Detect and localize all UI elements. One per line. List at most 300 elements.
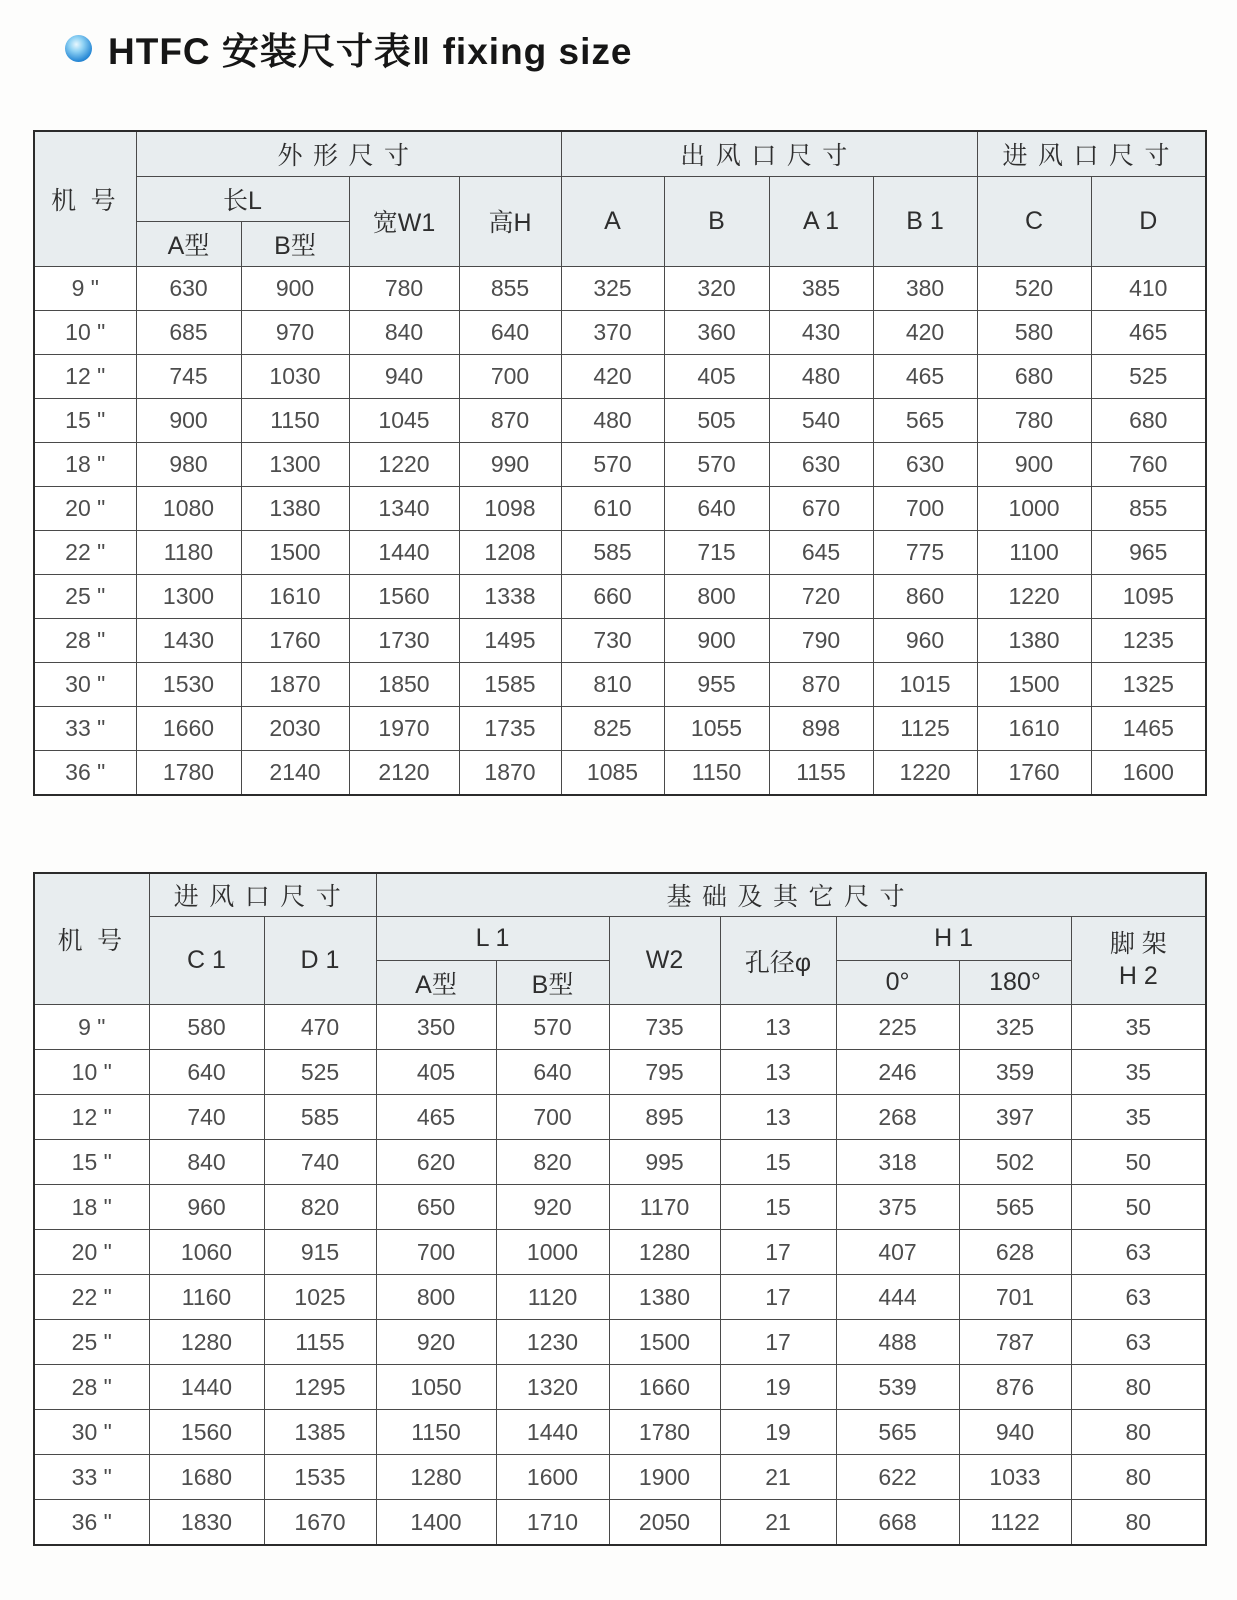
value-cell: 668 [836,1500,959,1546]
value-cell: 488 [836,1320,959,1365]
col-header-c: C [977,176,1091,266]
machine-no-cell: 15 " [34,398,136,442]
value-cell: 444 [836,1275,959,1320]
col-header-foot-stand-h2 [1071,917,1206,1005]
table-row [34,530,1206,574]
value-cell: 565 [873,398,977,442]
machine-no-cell: 20 " [34,486,136,530]
machine-no-cell: 9 " [34,266,136,310]
value-cell: 430 [769,310,873,354]
value-cell: 1100 [977,530,1091,574]
value-cell: 1055 [664,706,769,750]
value-cell: 1340 [349,486,459,530]
col-header-b-type: B型 [496,961,609,1005]
value-cell: 775 [873,530,977,574]
value-cell: 940 [959,1410,1071,1455]
table-row [34,1500,1206,1546]
value-cell: 2030 [241,706,349,750]
value-cell: 795 [609,1050,720,1095]
value-cell: 1120 [496,1275,609,1320]
value-cell: 1970 [349,706,459,750]
machine-no-cell: 12 " [34,1095,149,1140]
value-cell: 960 [149,1185,264,1230]
machine-no-cell: 36 " [34,1500,149,1546]
machine-no-cell: 9 " [34,1005,149,1050]
value-cell: 660 [561,574,664,618]
col-header-l1: L 1 [376,917,609,961]
value-cell: 1050 [376,1365,496,1410]
value-cell: 640 [496,1050,609,1095]
table-row [34,1320,1206,1365]
machine-no-cell: 10 " [34,310,136,354]
value-cell: 670 [769,486,873,530]
value-cell: 1385 [264,1410,376,1455]
value-cell: 622 [836,1455,959,1500]
page-title-text: HTFC 安装尺寸表‖ fixing size [108,31,633,72]
value-cell: 870 [459,398,561,442]
value-cell: 980 [136,442,241,486]
value-cell: 370 [561,310,664,354]
value-cell: 920 [496,1185,609,1230]
machine-no-cell: 18 " [34,442,136,486]
value-cell: 640 [149,1050,264,1095]
value-cell: 680 [1091,398,1206,442]
value-cell: 1900 [609,1455,720,1500]
value-cell: 585 [561,530,664,574]
value-cell: 1495 [459,618,561,662]
value-cell: 420 [873,310,977,354]
value-cell: 1760 [241,618,349,662]
value-cell: 63 [1071,1230,1206,1275]
value-cell: 810 [561,662,664,706]
col-header-a1: A 1 [769,176,873,266]
value-cell: 570 [561,442,664,486]
value-cell: 1500 [609,1320,720,1365]
value-cell: 1150 [241,398,349,442]
table-row [34,618,1206,662]
machine-no-cell: 28 " [34,618,136,662]
value-cell: 1530 [136,662,241,706]
value-cell: 940 [349,354,459,398]
table-row [34,1275,1206,1320]
value-cell: 1560 [149,1410,264,1455]
machine-no-cell: 18 " [34,1185,149,1230]
value-cell: 1730 [349,618,459,662]
value-cell: 1030 [241,354,349,398]
value-cell: 80 [1071,1410,1206,1455]
value-cell: 2050 [609,1500,720,1546]
value-cell: 1780 [136,750,241,795]
foot-stand-h2-label: H 2 [1118,961,1158,990]
table-row [34,1230,1206,1275]
value-cell: 13 [720,1095,836,1140]
value-cell: 1610 [977,706,1091,750]
value-cell: 13 [720,1050,836,1095]
value-cell: 898 [769,706,873,750]
value-cell: 800 [664,574,769,618]
value-cell: 1610 [241,574,349,618]
value-cell: 1025 [264,1275,376,1320]
value-cell: 21 [720,1455,836,1500]
value-cell: 620 [376,1140,496,1185]
value-cell: 715 [664,530,769,574]
value-cell: 1280 [376,1455,496,1500]
machine-no-cell: 30 " [34,662,136,706]
value-cell: 502 [959,1140,1071,1185]
value-cell: 700 [459,354,561,398]
value-cell: 480 [769,354,873,398]
value-cell: 570 [664,442,769,486]
value-cell: 630 [873,442,977,486]
value-cell: 585 [264,1095,376,1140]
value-cell: 740 [264,1140,376,1185]
col-header-h1: H 1 [836,917,1071,961]
col-header-b: B [664,176,769,266]
value-cell: 628 [959,1230,1071,1275]
value-cell: 1430 [136,618,241,662]
value-cell: 540 [769,398,873,442]
value-cell: 895 [609,1095,720,1140]
value-cell: 1338 [459,574,561,618]
bullet-icon [65,35,92,62]
value-cell: 325 [561,266,664,310]
value-cell: 700 [496,1095,609,1140]
value-cell: 685 [136,310,241,354]
value-cell: 640 [664,486,769,530]
value-cell: 1735 [459,706,561,750]
value-cell: 465 [1091,310,1206,354]
value-cell: 268 [836,1095,959,1140]
value-cell: 63 [1071,1320,1206,1365]
value-cell: 645 [769,530,873,574]
value-cell: 640 [459,310,561,354]
value-cell: 410 [1091,266,1206,310]
col-header-machine-no: 机 号 [34,131,136,266]
value-cell: 1085 [561,750,664,795]
value-cell: 700 [376,1230,496,1275]
value-cell: 610 [561,486,664,530]
value-cell: 1440 [496,1410,609,1455]
value-cell: 1220 [873,750,977,795]
machine-no-cell: 33 " [34,706,136,750]
value-cell: 63 [1071,1275,1206,1320]
value-cell: 17 [720,1275,836,1320]
col-header-c1: C 1 [149,917,264,1005]
value-cell: 1380 [241,486,349,530]
value-cell: 1080 [136,486,241,530]
value-cell: 1000 [977,486,1091,530]
value-cell: 565 [836,1410,959,1455]
value-cell: 870 [769,662,873,706]
value-cell: 630 [136,266,241,310]
value-cell: 900 [977,442,1091,486]
value-cell: 990 [459,442,561,486]
table-row [34,486,1206,530]
value-cell: 1300 [241,442,349,486]
value-cell: 1122 [959,1500,1071,1546]
value-cell: 320 [664,266,769,310]
value-cell: 1560 [349,574,459,618]
table-row [34,662,1206,706]
value-cell: 745 [136,354,241,398]
value-cell: 1325 [1091,662,1206,706]
value-cell: 1660 [609,1365,720,1410]
machine-no-cell: 36 " [34,750,136,795]
col-group-inlet-size: 进风口尺寸 [977,131,1206,176]
machine-no-cell: 22 " [34,530,136,574]
table-row [34,1410,1206,1455]
value-cell: 820 [264,1185,376,1230]
value-cell: 1600 [496,1455,609,1500]
value-cell: 1585 [459,662,561,706]
value-cell: 1710 [496,1500,609,1546]
machine-no-cell: 25 " [34,1320,149,1365]
value-cell: 800 [376,1275,496,1320]
value-cell: 360 [664,310,769,354]
value-cell: 720 [769,574,873,618]
machine-no-cell: 10 " [34,1050,149,1095]
value-cell: 13 [720,1005,836,1050]
value-cell: 1170 [609,1185,720,1230]
table-row [34,398,1206,442]
machine-no-cell: 20 " [34,1230,149,1275]
value-cell: 820 [496,1140,609,1185]
value-cell: 35 [1071,1050,1206,1095]
value-cell: 1780 [609,1410,720,1455]
col-header-width-w1: 宽W1 [349,176,459,266]
value-cell: 780 [977,398,1091,442]
value-cell: 1320 [496,1365,609,1410]
value-cell: 1150 [664,750,769,795]
value-cell: 900 [241,266,349,310]
value-cell: 35 [1071,1005,1206,1050]
value-cell: 570 [496,1005,609,1050]
table-row [34,266,1206,310]
value-cell: 1180 [136,530,241,574]
value-cell: 50 [1071,1185,1206,1230]
value-cell: 700 [873,486,977,530]
col-header-machine-no: 机 号 [34,873,149,1005]
col-header-a-type: A型 [136,221,241,266]
value-cell: 420 [561,354,664,398]
machine-no-cell: 30 " [34,1410,149,1455]
foot-stand-label: 脚 架 [1109,930,1167,959]
value-cell: 465 [873,354,977,398]
value-cell: 80 [1071,1365,1206,1410]
value-cell: 1155 [769,750,873,795]
col-group-foundation-size: 基础及其它尺寸 [376,873,1206,917]
value-cell: 965 [1091,530,1206,574]
value-cell: 1500 [977,662,1091,706]
value-cell: 790 [769,618,873,662]
col-header-180deg: 180° [959,961,1071,1005]
value-cell: 1600 [1091,750,1206,795]
value-cell: 1400 [376,1500,496,1546]
table-row [34,1365,1206,1410]
machine-no-cell: 28 " [34,1365,149,1410]
value-cell: 760 [1091,442,1206,486]
value-cell: 407 [836,1230,959,1275]
table1-body [34,266,1206,795]
col-header-0deg: 0° [836,961,959,1005]
value-cell: 1280 [149,1320,264,1365]
value-cell: 1830 [149,1500,264,1546]
value-cell: 970 [241,310,349,354]
value-cell: 860 [873,574,977,618]
col-header-length-l: 长L [136,176,349,221]
table-row [34,1005,1206,1050]
col-header-a: A [561,176,664,266]
value-cell: 701 [959,1275,1071,1320]
table-row [34,574,1206,618]
table-row [34,1455,1206,1500]
value-cell: 1000 [496,1230,609,1275]
value-cell: 525 [264,1050,376,1095]
value-cell: 787 [959,1320,1071,1365]
value-cell: 1870 [459,750,561,795]
machine-no-cell: 22 " [34,1275,149,1320]
value-cell: 21 [720,1500,836,1546]
value-cell: 15 [720,1185,836,1230]
col-header-d: D [1091,176,1206,266]
value-cell: 405 [376,1050,496,1095]
value-cell: 680 [977,354,1091,398]
value-cell: 565 [959,1185,1071,1230]
value-cell: 580 [149,1005,264,1050]
value-cell: 920 [376,1320,496,1365]
value-cell: 780 [349,266,459,310]
value-cell: 2120 [349,750,459,795]
value-cell: 525 [1091,354,1206,398]
value-cell: 1045 [349,398,459,442]
value-cell: 1160 [149,1275,264,1320]
value-cell: 1680 [149,1455,264,1500]
value-cell: 1095 [1091,574,1206,618]
value-cell: 1660 [136,706,241,750]
value-cell: 359 [959,1050,1071,1095]
value-cell: 876 [959,1365,1071,1410]
value-cell: 960 [873,618,977,662]
value-cell: 580 [977,310,1091,354]
value-cell: 505 [664,398,769,442]
value-cell: 520 [977,266,1091,310]
value-cell: 840 [349,310,459,354]
table-row [34,310,1206,354]
value-cell: 1098 [459,486,561,530]
value-cell: 465 [376,1095,496,1140]
value-cell: 19 [720,1365,836,1410]
value-cell: 855 [459,266,561,310]
value-cell: 1380 [977,618,1091,662]
col-group-inlet-size: 进风口尺寸 [149,873,376,917]
value-cell: 1465 [1091,706,1206,750]
value-cell: 1295 [264,1365,376,1410]
page-title [65,26,1205,70]
value-cell: 630 [769,442,873,486]
fixing-size-table-1 [33,130,1207,796]
value-cell: 350 [376,1005,496,1050]
table2-body [34,1005,1206,1546]
value-cell: 1500 [241,530,349,574]
col-header-height-h: 高H [459,176,561,266]
value-cell: 1155 [264,1320,376,1365]
value-cell: 246 [836,1050,959,1095]
value-cell: 955 [664,662,769,706]
value-cell: 1870 [241,662,349,706]
value-cell: 1850 [349,662,459,706]
col-group-outlet-size: 出风口尺寸 [561,131,977,176]
value-cell: 397 [959,1095,1071,1140]
value-cell: 1280 [609,1230,720,1275]
value-cell: 2140 [241,750,349,795]
value-cell: 995 [609,1140,720,1185]
value-cell: 825 [561,706,664,750]
value-cell: 19 [720,1410,836,1455]
machine-no-cell: 25 " [34,574,136,618]
value-cell: 17 [720,1320,836,1365]
value-cell: 480 [561,398,664,442]
value-cell: 80 [1071,1500,1206,1546]
value-cell: 375 [836,1185,959,1230]
value-cell: 1235 [1091,618,1206,662]
col-header-w2: W2 [609,917,720,1005]
value-cell: 855 [1091,486,1206,530]
col-header-hole-diameter: 孔径φ [720,917,836,1005]
value-cell: 730 [561,618,664,662]
value-cell: 735 [609,1005,720,1050]
value-cell: 380 [873,266,977,310]
table-row [34,750,1206,795]
value-cell: 1060 [149,1230,264,1275]
col-header-a-type: A型 [376,961,496,1005]
table-row [34,1050,1206,1095]
value-cell: 470 [264,1005,376,1050]
table-row [34,1185,1206,1230]
table-row [34,706,1206,750]
value-cell: 1670 [264,1500,376,1546]
value-cell: 1760 [977,750,1091,795]
value-cell: 900 [136,398,241,442]
value-cell: 539 [836,1365,959,1410]
value-cell: 1220 [977,574,1091,618]
value-cell: 1535 [264,1455,376,1500]
value-cell: 1033 [959,1455,1071,1500]
value-cell: 840 [149,1140,264,1185]
value-cell: 405 [664,354,769,398]
value-cell: 385 [769,266,873,310]
value-cell: 35 [1071,1095,1206,1140]
table-row [34,354,1206,398]
col-group-outline-size: 外形尺寸 [136,131,561,176]
value-cell: 1380 [609,1275,720,1320]
value-cell: 1300 [136,574,241,618]
value-cell: 1230 [496,1320,609,1365]
value-cell: 1150 [376,1410,496,1455]
value-cell: 15 [720,1140,836,1185]
value-cell: 1125 [873,706,977,750]
value-cell: 1208 [459,530,561,574]
value-cell: 740 [149,1095,264,1140]
value-cell: 650 [376,1185,496,1230]
value-cell: 225 [836,1005,959,1050]
col-header-b-type: B型 [241,221,349,266]
table-row [34,442,1206,486]
machine-no-cell: 12 " [34,354,136,398]
table-row [34,1095,1206,1140]
value-cell: 900 [664,618,769,662]
col-header-d1: D 1 [264,917,376,1005]
col-header-b1: B 1 [873,176,977,266]
